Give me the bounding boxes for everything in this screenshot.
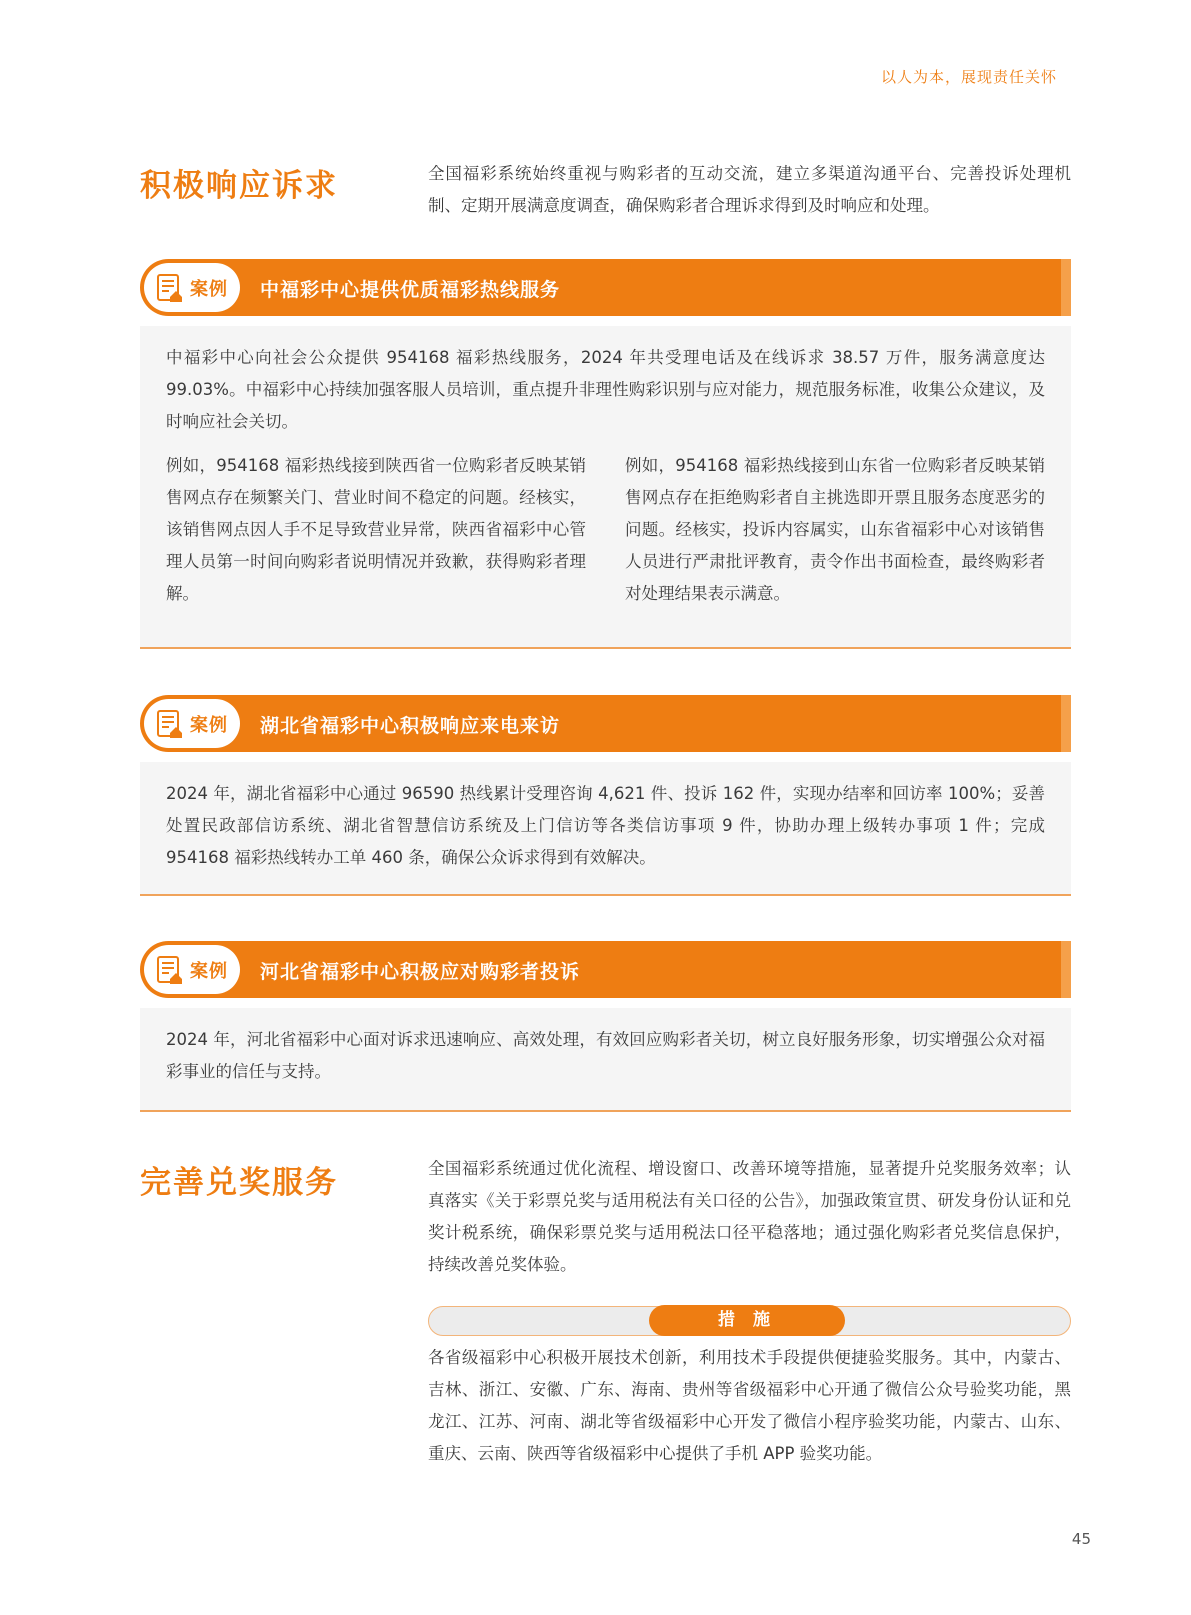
- case-paragraph: 中福彩中心向社会公众提供 954168 福彩热线服务，2024 年共受理电话及在线诉求 38.57 万件，服务满意度达 99.03%。中福彩中心持续加强客服人员培训，重点提升非理性购彩识别与应对能力，规范服务标准，收集公众建议，及时响应社会关切。: [166, 348, 1045, 431]
- document-icon: [156, 273, 184, 303]
- header-tagline: 以人为本，展现责任关怀: [880, 68, 1057, 86]
- case-header-3: [140, 941, 1071, 998]
- case-label: 案例: [190, 279, 228, 300]
- document-icon: [156, 709, 184, 739]
- case-paragraph: 2024 年，河北省福彩中心面对诉求迅速响应、高效处理，有效回应购彩者关切，树立良好服务形象，切实增强公众对福彩事业的信任与支持。: [166, 1030, 1045, 1081]
- case-examples: [166, 450, 1045, 610]
- case-title: 湖北省福彩中心积极响应来电来访: [260, 715, 561, 737]
- case-body-1: [140, 326, 1071, 649]
- case-title: 中福彩中心提供优质福彩热线服务: [260, 279, 561, 301]
- page-number: 45: [1071, 1530, 1091, 1548]
- case-label: 案例: [190, 961, 228, 982]
- document-icon: [156, 955, 184, 985]
- case-badge: [144, 699, 240, 748]
- measures-bar: [428, 1306, 1071, 1336]
- measures-text: 各省级福彩中心积极开展技术创新，利用技术手段提供便捷验奖服务。其中，内蒙古、吉林、浙江、安徽、广东、海南、贵州等省级福彩中心开通了微信公众号验奖功能，黑龙江、江苏、河南、湖北等省级福彩中心开发了微信小程序验奖功能，内蒙古、山东、重庆、云南、陕西等省级福彩中心提供了手机 APP 验奖功能。: [428, 1348, 1071, 1463]
- case-header-1: [140, 259, 1071, 316]
- case-example-right: 例如，954168 福彩热线接到山东省一位购彩者反映某销售网点存在拒绝购彩者自主挑选即开票且服务态度恶劣的问题。经核实，投诉内容属实，山东省福彩中心对该销售人员进行严肃批评教育，责令作出书面检查，最终购彩者对处理结果表示满意。: [625, 456, 1045, 603]
- case-body-2: [140, 762, 1071, 896]
- case-header-2: [140, 695, 1071, 752]
- case-label: 案例: [190, 715, 228, 736]
- case-title: 河北省福彩中心积极应对购彩者投诉: [260, 961, 581, 983]
- section-title-respond: 积极响应诉求: [140, 168, 338, 204]
- section-title-redeem: 完善兑奖服务: [140, 1165, 338, 1201]
- section-intro-respond: 全国福彩系统始终重视与购彩者的互动交流，建立多渠道沟通平台、完善投诉处理机制、定期开展满意度调查，确保购彩者合理诉求得到及时响应和处理。: [428, 164, 1071, 215]
- measures-label: 措 施: [649, 1305, 845, 1336]
- case-paragraph: 2024 年，湖北省福彩中心通过 96590 热线累计受理咨询 4,621 件、投诉 162 件，实现办结率和回访率 100%；妥善处置民政部信访系统、湖北省智慧信访系统及上门信访等各类信访事项 9 件，协助办理上级转办事项 1 件；完成 954168 福彩热线转办工单 460 条，确保公众诉求得到有效解决。: [166, 784, 1045, 867]
- case-body-3: [140, 1008, 1071, 1112]
- case-badge: [144, 945, 240, 994]
- section-intro-redeem: 全国福彩系统通过优化流程、增设窗口、改善环境等措施，显著提升兑奖服务效率；认真落实《关于彩票兑奖与适用税法有关口径的公告》，加强政策宣贯、研发身份认证和兑奖计税系统，确保彩票兑奖与适用税法口径平稳落地；通过强化购彩者兑奖信息保护，持续改善兑奖体验。: [428, 1159, 1071, 1274]
- case-example-left: 例如，954168 福彩热线接到陕西省一位购彩者反映某销售网点存在频繁关门、营业时间不稳定的问题。经核实，该销售网点因人手不足导致营业异常，陕西省福彩中心管理人员第一时间向购彩者说明情况并致歉，获得购彩者理解。: [166, 456, 586, 603]
- case-badge: [144, 263, 240, 312]
